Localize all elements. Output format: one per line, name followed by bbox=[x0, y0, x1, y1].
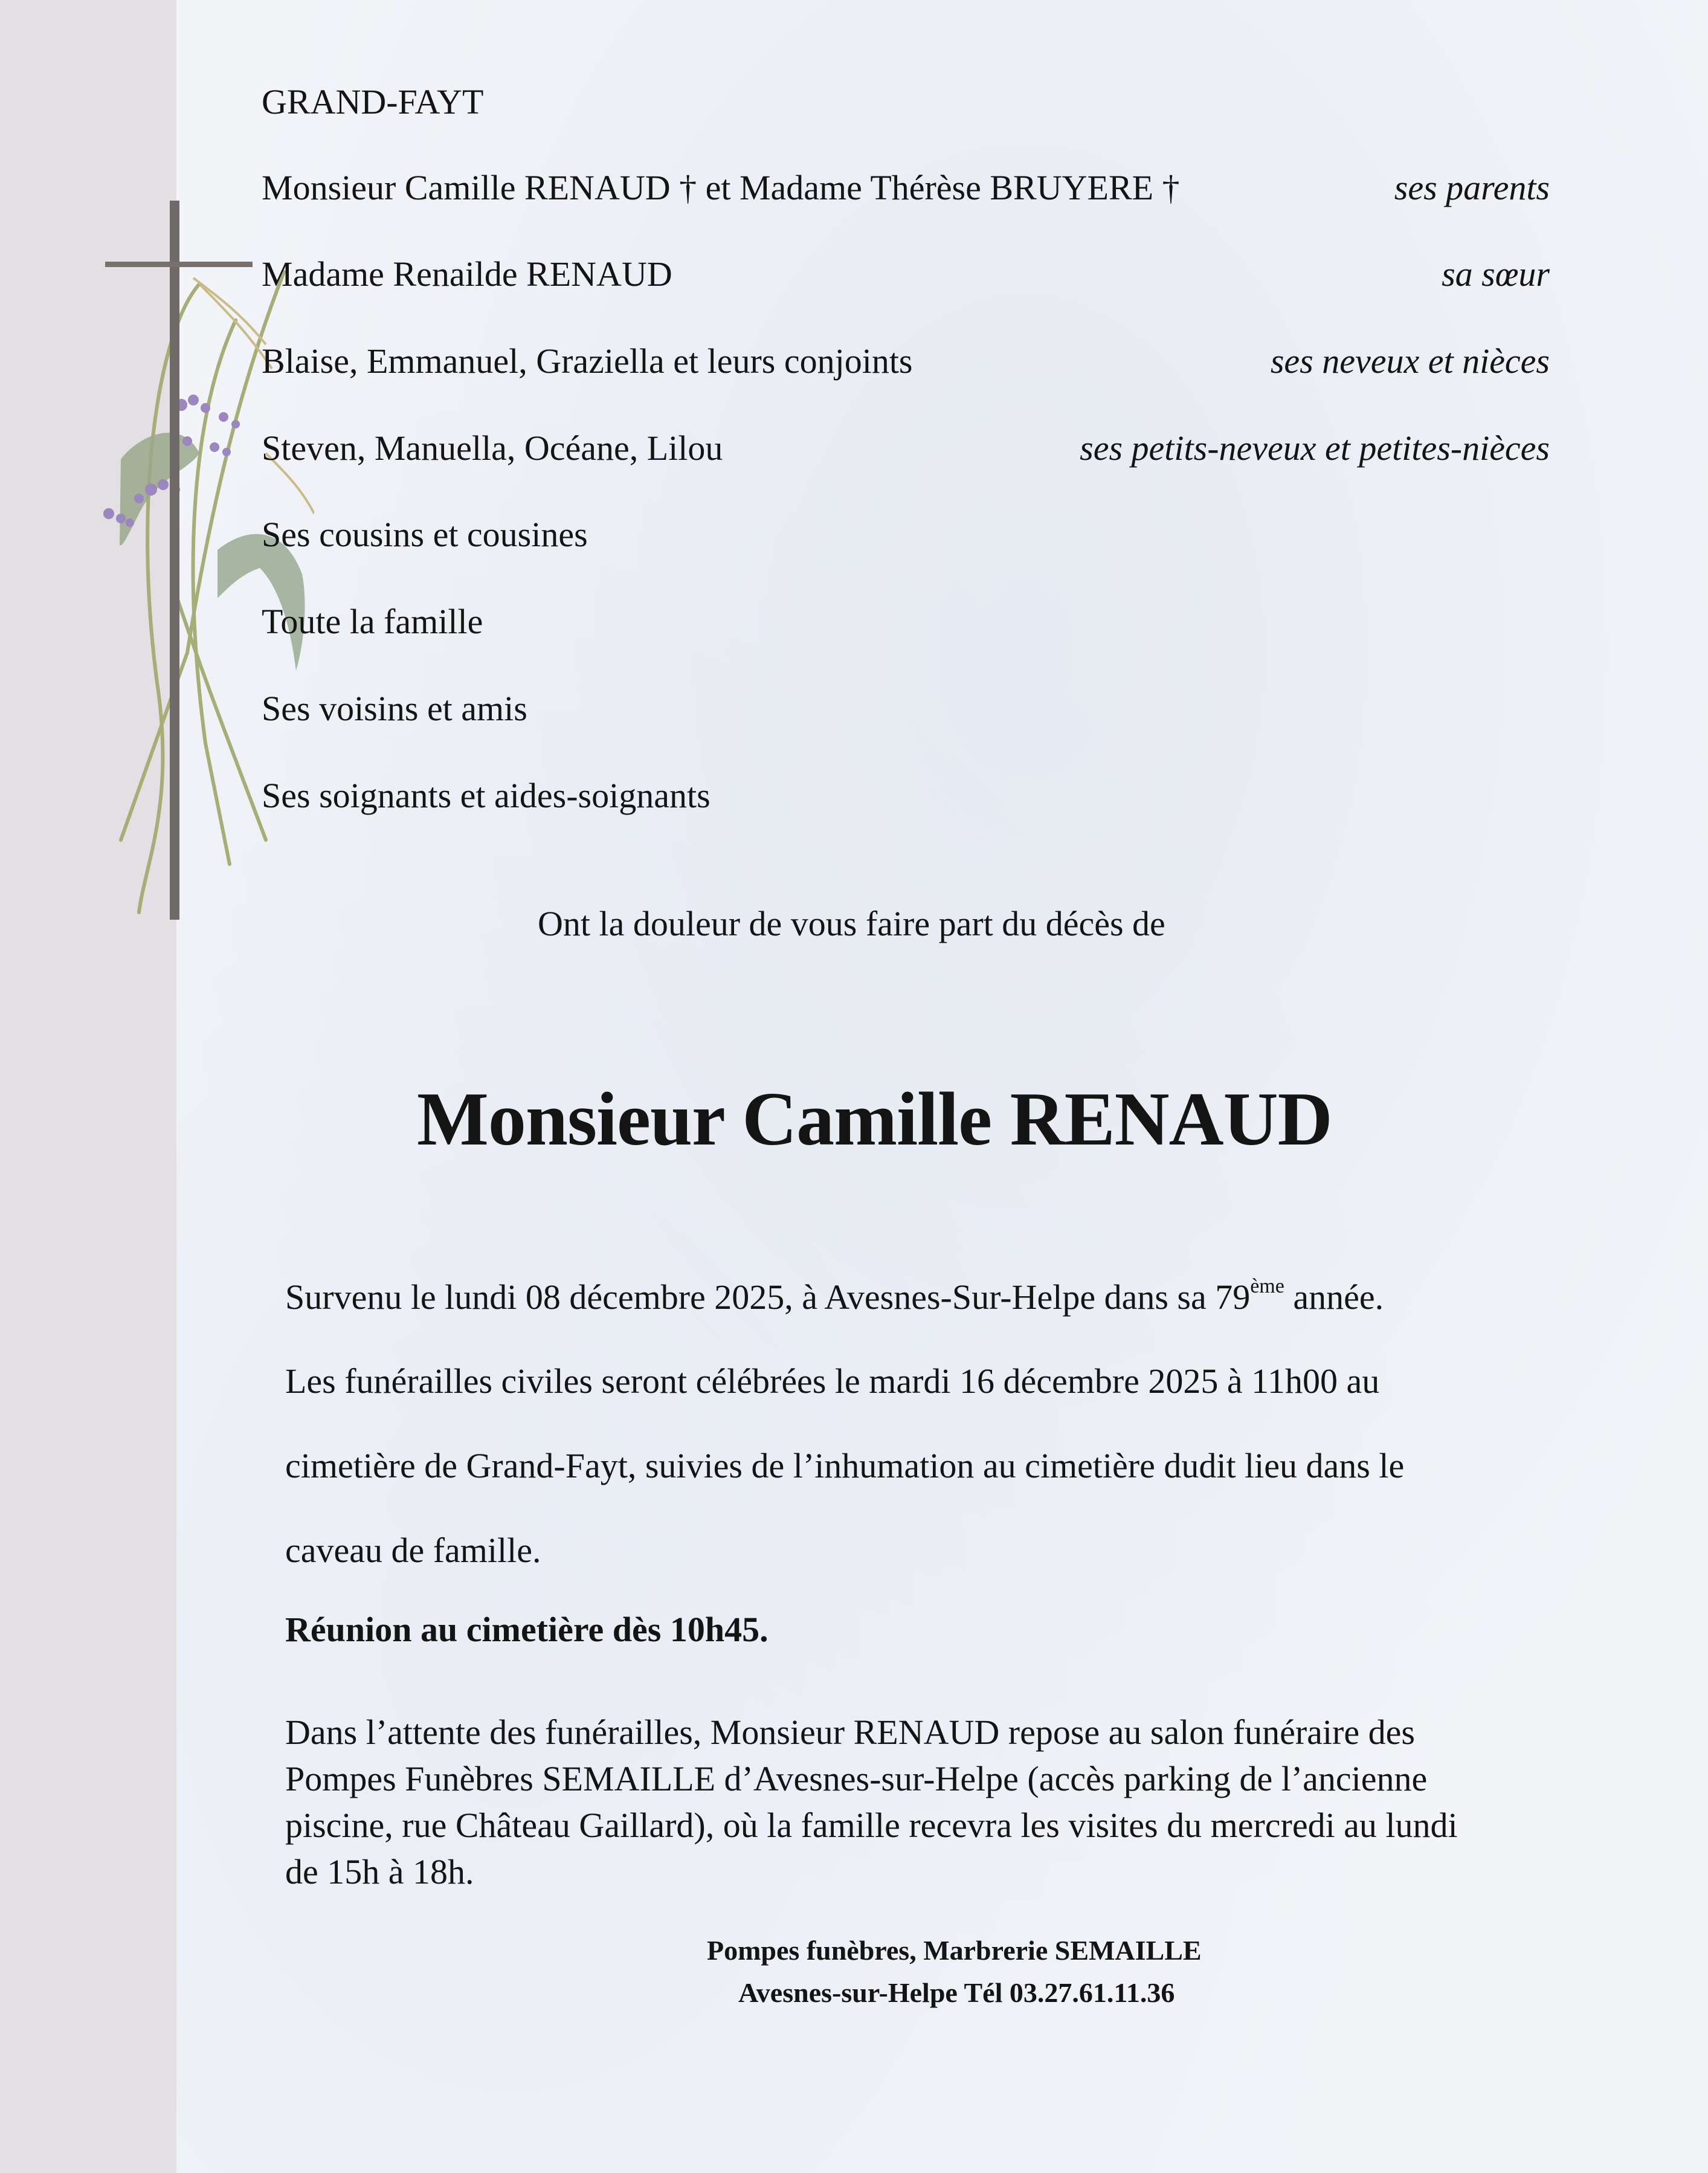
family-relation: sa sœur bbox=[1442, 254, 1550, 294]
funeral-line: Les funérailles civiles seront célébrées le mardi 16 décembre 2025 à 11h00 au bbox=[285, 1361, 1380, 1401]
family-relation: ses neveux et nièces bbox=[1270, 341, 1550, 381]
location-heading: GRAND-FAYT bbox=[262, 82, 484, 121]
funeral-home-name: Pompes funèbres, Marbrerie SEMAILLE bbox=[707, 1935, 1202, 1966]
ordinal-superscript: ème bbox=[1250, 1275, 1284, 1297]
announcement-text: Ont la douleur de vous faire part du décès de bbox=[538, 904, 1165, 943]
funeral-home-contact: Avesnes-sur-Helpe Tél 03.27.61.11.36 bbox=[738, 1977, 1175, 2008]
visit-line: de 15h à 18h. bbox=[285, 1852, 474, 1891]
funeral-line: cimetière de Grand-Fayt, suivies de l’inhumation au cimetière dudit lieu dans le bbox=[285, 1446, 1405, 1485]
family-names: Ses cousins et cousines bbox=[262, 515, 588, 554]
family-names: Steven, Manuella, Océane, Lilou bbox=[262, 428, 723, 468]
visit-line: Dans l’attente des funérailles, Monsieur RENAUD repose au salon funéraire des bbox=[285, 1713, 1415, 1752]
family-names: Blaise, Emmanuel, Graziella et leurs conjoints bbox=[262, 341, 913, 381]
visit-line: Pompes Funèbres SEMAILLE d’Avesnes-sur-Helpe (accès parking de l’ancienne bbox=[285, 1759, 1428, 1798]
family-names: Monsieur Camille RENAUD † et Madame Thérèse BRUYERE † bbox=[262, 168, 1180, 207]
family-names: Madame Renailde RENAUD bbox=[262, 254, 672, 294]
deceased-name: Monsieur Camille RENAUD bbox=[417, 1077, 1332, 1161]
family-relation: ses parents bbox=[1394, 168, 1550, 207]
visit-line: piscine, rue Château Gaillard), où la famille recevra les visites du mercredi au lundi bbox=[285, 1806, 1458, 1845]
death-details-text: Survenu le lundi 08 décembre 2025, à Avesnes-Sur-Helpe dans sa 79 bbox=[285, 1277, 1251, 1317]
family-names: Ses voisins et amis bbox=[262, 689, 527, 728]
meeting-notice: Réunion au cimetière dès 10h45. bbox=[285, 1610, 769, 1649]
cross-horizontal-icon bbox=[105, 262, 253, 267]
cross-vertical-icon bbox=[170, 201, 179, 920]
family-names: Toute la famille bbox=[262, 602, 483, 641]
family-relation: ses petits-neveux et petites-nièces bbox=[1080, 428, 1550, 468]
death-details bbox=[285, 1275, 1384, 1317]
funeral-line: caveau de famille. bbox=[285, 1531, 541, 1570]
death-details-suffix: année. bbox=[1284, 1277, 1384, 1317]
family-names: Ses soignants et aides-soignants bbox=[262, 776, 711, 815]
